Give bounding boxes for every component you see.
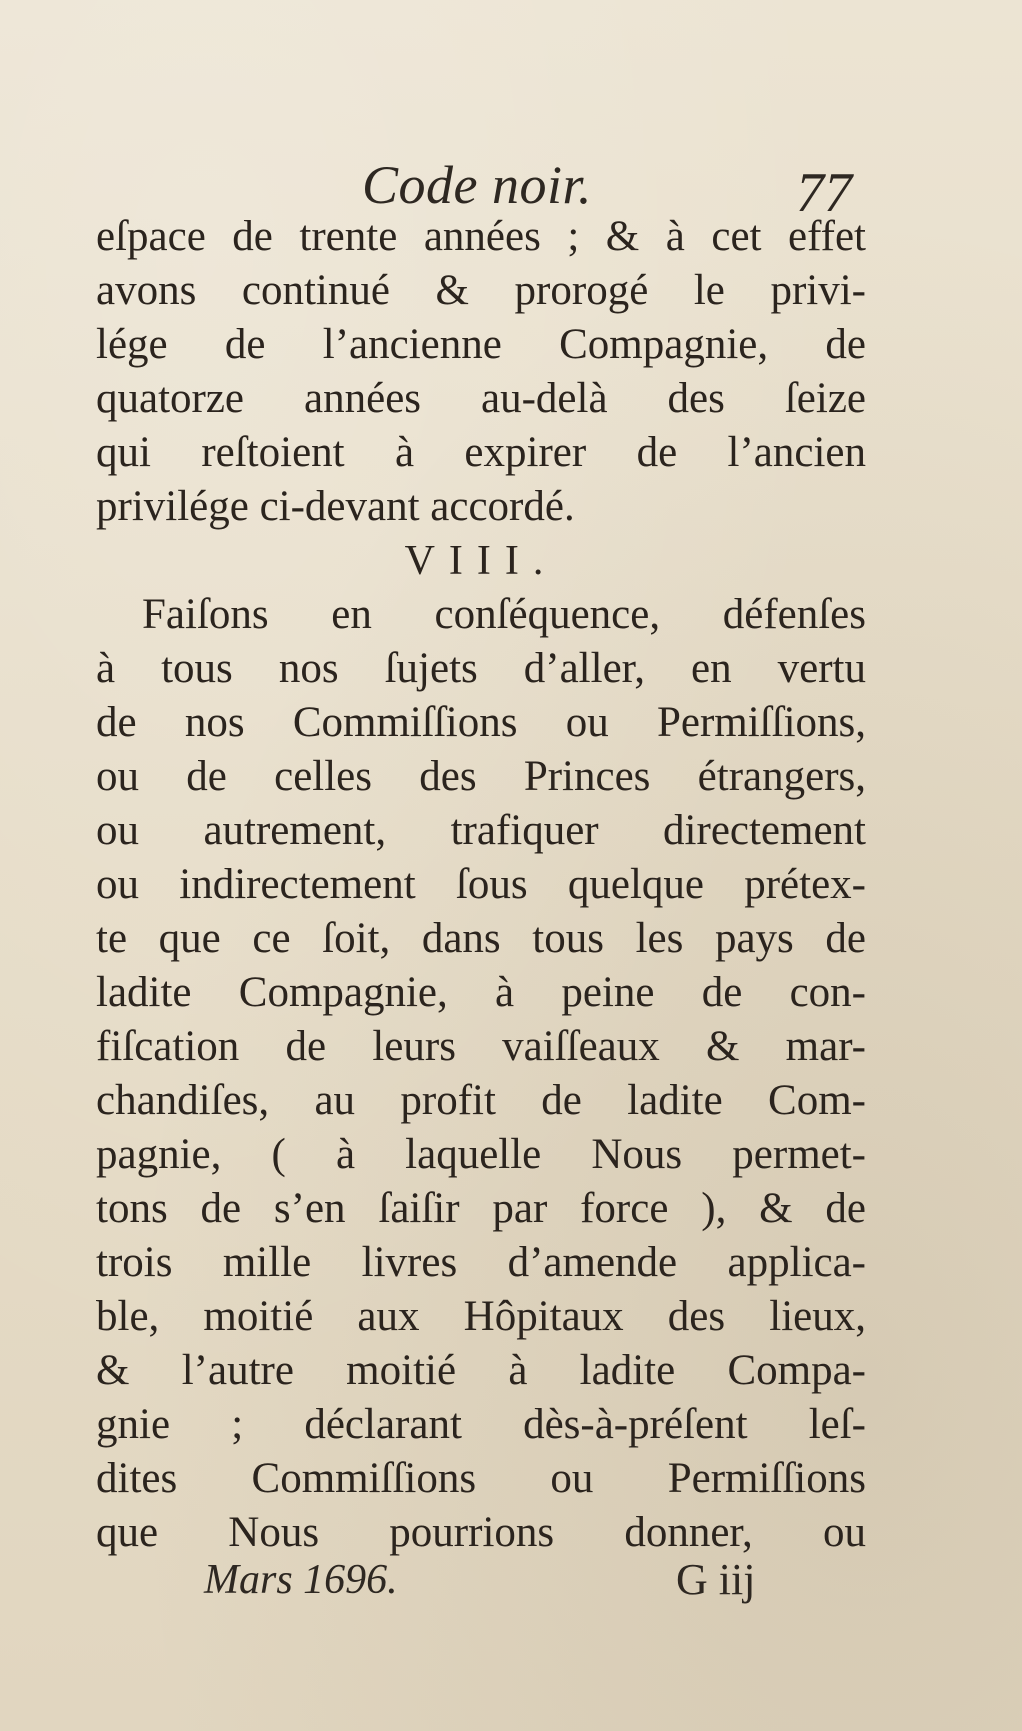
text-line: qui reſtoient à expirer de l’ancien (96, 429, 866, 476)
text-line: avons continué & prorogé le privi- (96, 267, 866, 314)
text-line: tons de s’en ſaiſir par force ), & de (96, 1185, 866, 1232)
text-line: trois mille livres d’amende applica- (96, 1239, 866, 1286)
text-line: ou autrement, trafiquer directement (96, 807, 866, 854)
text-line: ou indirectement ſous quelque prétex- (96, 861, 866, 908)
text-line: lége de l’ancienne Compagnie, de (96, 321, 866, 368)
text-line: fiſcation de leurs vaiſſeaux & mar- (96, 1023, 866, 1070)
text-line: quatorze années au-delà des ſeize (96, 375, 866, 422)
text-line: ble, moitié aux Hôpitaux des lieux, (96, 1293, 866, 1340)
text-line: eſpace de trente années ; & à cet effet (96, 213, 866, 260)
text-line: ou de celles des Princes étrangers, (96, 753, 866, 800)
text-line: dites Commiſſions ou Permiſſions (96, 1455, 866, 1502)
signature-mark: G iij (676, 1555, 756, 1604)
text-line: chandiſes, au profit de ladite Com- (96, 1077, 866, 1124)
text-line: ladite Compagnie, à peine de con- (96, 969, 866, 1016)
running-title: Code noir. (362, 155, 593, 215)
text-line: à tous nos ſujets d’aller, en vertu (96, 645, 866, 692)
text-line: gnie ; déclarant dès-à-préſent leſ- (96, 1401, 866, 1448)
text-line: de nos Commiſſions ou Permiſſions, (96, 699, 866, 746)
text-line: & l’autre moitié à ladite Compa- (96, 1347, 866, 1394)
text-line: pagnie, ( à laquelle Nous permet- (96, 1131, 866, 1178)
body-text (96, 210, 866, 1560)
text-line: que Nous pourrions donner, ou (96, 1509, 866, 1556)
page-footer (0, 1548, 1022, 1612)
text-line: privilége ci-devant accordé. (96, 483, 575, 530)
footer-date: Mars 1696. (204, 1557, 398, 1603)
text-line: Faiſons en conſéquence, défenſes (142, 591, 866, 638)
page-number: 77 (796, 162, 852, 224)
text-line: te que ce ſoit, dans tous les pays de (96, 915, 866, 962)
section-heading: VIII. (404, 538, 558, 584)
